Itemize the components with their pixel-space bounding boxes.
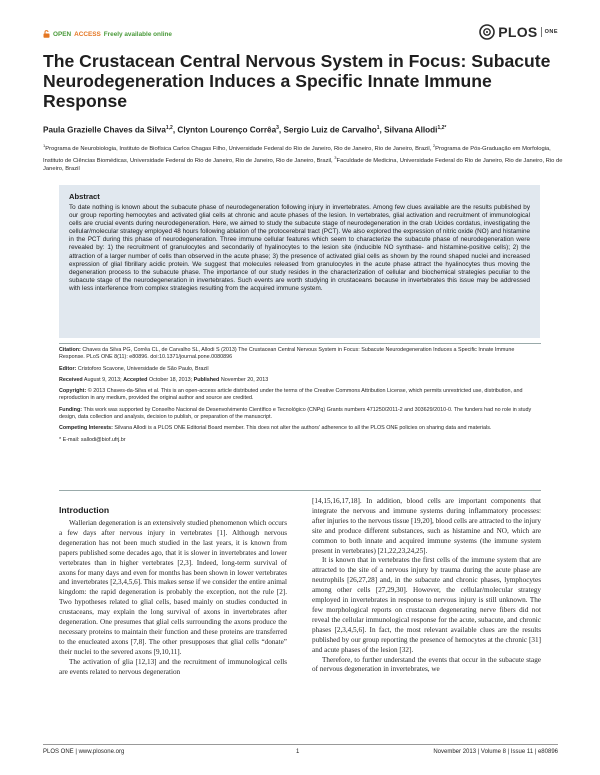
author-name: Silvana Allodi (384, 125, 438, 135)
plos-logo-sub: ONE (541, 27, 558, 37)
author-affiliation-mark: 1,2* (437, 125, 447, 131)
funding-text: This work was supported by Conselho Nacional de Desenvolvimento Científico e Tecnológico (CNPq) Grants numbers 471250/2011-2 and 303629/2010-0. The funders had no role in study design, data collection and analysis, decision to publish, or preparation of the manuscript. (59, 406, 532, 421)
footer-divider (43, 744, 558, 745)
abstract-heading: Abstract (69, 192, 100, 201)
open-access-suffix: Freely available online (103, 30, 172, 38)
body-column-left (59, 519, 287, 678)
open-access-word: ACCESS (74, 30, 101, 38)
dates-line (59, 377, 541, 384)
body-paragraph: It is known that in vertebrates the first cells of the immune system that are attracted to the site of a nervous injury by trauma during the acute phase are neutrophils [26,27,28] and, in the subacute and chronic phases, lymphocytes among other cells [27,29,30]. However, the cellular/molecular strategy employed in invertebrates in response to nervous injury is still unknown. The few morphological reports on crustacean degenerating nerve fibers did not reveal the cellular immunological response for the acute, subacute, and chronic phases [2,3,4,5,6]. In fact, the most relevant available clues are the results published by our group reporting the presence of hemocytes at the chronic [31] and acute phases of the lesion [32]. (312, 556, 541, 654)
article-metadata (59, 347, 541, 444)
affiliation-mark: 1 (43, 143, 46, 148)
author-list: Paula Grazielle Chaves da Silva$^{1,2}$, Clynton Lourenço Corrêa$^3$, Sergio Luiz de Carvalho$^1$, Silvana Allodi$^{1,2*}$ (43, 125, 447, 135)
footer-issue: November 2013 | Volume 8 | Issue 11 | e80896 (433, 749, 558, 755)
open-access-prefix: OPEN (53, 30, 72, 38)
funding-label: Funding: (59, 406, 83, 413)
funding-line (59, 407, 541, 422)
citation-text: Chaves da Silva PG, Corrêa CL, de Carvalho SL, Allodi S (2013) The Crustacean Central Nervous System in Focus: Subacute Neurodegeneration Induces a Specific Innate Immune Response. PLoS ONE 8(11): e80896. doi:10.1371/journal.pone.0080896 (59, 347, 515, 361)
editor-text: Cristoforo Scavone, Universidade de São Paulo, Brazil (77, 365, 209, 372)
body-paragraph: Wallerian degeneration is an extensively studied phenomenon which occurs a few days after nervous injury in vertebrates [1]. Although nervous degeneration has not been much studied in the last years, it is known from papers published some decades ago, that it is slower in invertebrates and lower vertebrates than in higher vertebrates [2,3]. Indeed, long-term survival of axons for many days and even for months has been shown in lower vertebrates and invertebrates [2,3,4,5,6]. This makes sense if we consider the entire animal kingdom: the rapid degeneration is probably the exception, not the rule [2]. Two hypotheses related to glial cells, based mainly on studies conducted in crustaceans, may explain the long survival of axons in invertebrates after degeneration. One presumes that glial cells surrounding the axons produce the necessary proteins to maintain their function and these proteins are transferred to the enucleated axons [7,8]. The other presupposes that glial cells “donate” their nuclei to the severed axons [9,10,11]. (59, 519, 287, 656)
open-lock-icon (43, 30, 50, 38)
open-access-banner (43, 30, 172, 38)
citation-label: Citation: (59, 347, 81, 353)
published-label: Published (193, 376, 220, 383)
footer-journal-name: PLOS ONE (43, 749, 74, 755)
affiliation-mark: 2 (432, 143, 436, 148)
citation-line (59, 347, 541, 362)
abstract-text: To date nothing is known about the subacute phase of neurodegeneration following injury in invertebrates. Among few clues available are the results published by our group reporting hemocytes and activated glial cells at chronic and acute phases of the lesion. In vertebrates, glial activation and recruitment of immunological cells are crucial events during neurodegeneration. Here, we aimed to study the subacute stage of neurodegeneration in the crab Ucides cordatus, investigating the cellular/molecular strategy employed 48 hours following ablation of the protocerebral tract (PCT). We also explored the expression of nitric oxide (NO) and histamine in the PCT during this phase of neurodegeneration. Three immune cellular features which seem to characterize the subacute phase of neurodegeneration were revealed by: 1) the recruitment of granulocytes and secondarily of hyalinocytes to the lesion site (inducible NO synthase- and histamine-positive cells); 2) the attraction of a larger number of cells than observed in the acute phase; 3) the presence of activated glial cells as shown by the round shaped nuclei and increased expression of glial fibrillary acidic protein. We suggest that molecules released from granulocytes in the acute phase attract the hyalinocytes thus moving the degeneration process to the subacute phase. The importance of our study resides in the characterization of cellular and biochemical strategies peculiar to the subacute stage of the neurodegeneration in invertebrates. Such events are worth studying in crustaceans because in invertebrates this issue may be addressed with less interference from complex strategies resulting from the acquired immune system. (69, 204, 530, 292)
author-affiliation-mark: 1 (376, 125, 380, 131)
body-paragraph: The activation of glia [12,13] and the recruitment of immunological cells are events related to nervous degeneration (59, 657, 287, 676)
editor-label: Editor: (59, 365, 77, 372)
plos-one-logo (479, 24, 558, 40)
copyright-text: © 2013 Chaves-da-Silva et al. This is an open-access article distributed under the terms of the Creative Commons Attribution License, which permits unrestricted use, distribution, and reproduction in any medium, provided the original author and source are credited. (59, 388, 523, 402)
affiliations (43, 142, 563, 174)
published-date: November 20, 2013 (220, 376, 269, 383)
footer-url[interactable]: www.plosone.org (78, 749, 125, 755)
plos-logo-text: PLOS (498, 24, 538, 40)
author-affiliation-mark: 3 (276, 125, 279, 131)
email-line (59, 437, 541, 444)
affiliation-text: Faculdade de Medicina, Universidade Federal do Rio de Janeiro, Rio de Janeiro, Rio de Janeiro, Brazil (43, 157, 563, 173)
author-affiliation-mark: 1,2 (165, 125, 173, 131)
introduction-heading: Introduction (59, 505, 110, 515)
affiliation-text: Programa de Neurobiologia, Instituto de Biofísica Carlos Chagas Filho, Universidade Federal do Rio de Janeiro, Rio de Janeiro, Rio de Janeiro, Brazil, (45, 145, 432, 152)
article-title: The Crustacean Central Nervous System in Focus: Subacute Neurodegeneration Induces a Specific Innate Immune Response (43, 51, 551, 111)
page-number: 1 (296, 749, 300, 755)
author-name: Clynton Lourenço Corrêa (177, 125, 277, 135)
body-column-right (312, 497, 541, 675)
email-label: * E-mail: (59, 436, 80, 443)
copyright-label: Copyright: (59, 388, 87, 395)
author-name: Paula Grazielle Chaves da Silva (43, 125, 166, 135)
affiliation-mark: 3 (334, 154, 337, 160)
accepted-label: Accepted (123, 376, 148, 383)
editor-line (59, 366, 541, 373)
competing-interests-text: Silvana Allodi is a PLOS ONE Editorial Board member. This does not alter the authors' adherence to all the PLOS ONE policies on sharing data and materials. (114, 425, 492, 432)
abstract-box (59, 185, 540, 338)
email-address[interactable]: sallodi@biof.ufrj.br (80, 436, 126, 443)
affiliation-text: Programa de Pós-Graduação em Morfologia, Instituto de Ciências Biomédicas, Universidade Federal do Rio de Janeiro, Rio de Janeiro, Rio de Janeiro, Brazil, (43, 145, 551, 164)
author-name: Sergio Luiz de Carvalho (283, 125, 377, 135)
competing-interests-label: Competing Interests: (59, 425, 113, 432)
received-date: August 9, 2013; (83, 376, 122, 383)
copyright-line (59, 388, 541, 403)
footer-journal: PLOS ONE | www.plosone.org (43, 749, 125, 755)
body-paragraph: Therefore, to further understand the events that occur in the subacute stage of nervous degeneration in invertebrates, we (312, 655, 541, 674)
accepted-date: October 18, 2013; (148, 376, 193, 383)
received-label: Received (59, 376, 83, 383)
plos-logo-icon (479, 24, 495, 40)
body-paragraph: [14,15,16,17,18]. In addition, blood cells are important components that integrate the nervous and immune systems during inflammatory processes: after injuries to the nervous tissue [19,20], blood cells are attracted to the injury site and produce different substances, such as histamine and NO, which are common to both innate and acquired immune systems (the immune system present in vertebrates) [21,22,23,24,25]. (312, 497, 541, 555)
competing-interests-line (59, 425, 541, 432)
divider (59, 490, 541, 491)
divider (59, 343, 541, 344)
